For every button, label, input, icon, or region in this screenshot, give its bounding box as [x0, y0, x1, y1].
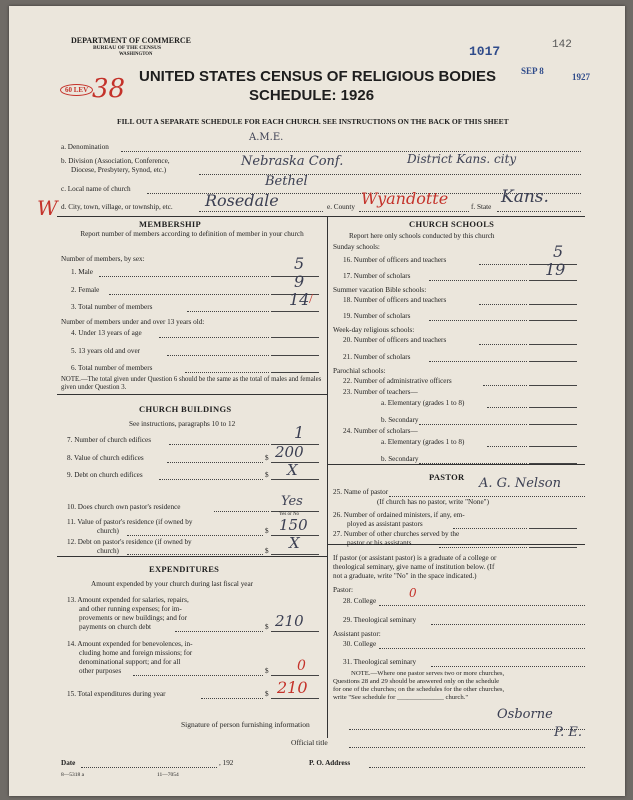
q25-value: A. G. Nelson [479, 476, 561, 491]
q11-label-1: 11. Value of pastor's residence (if owned by [67, 518, 193, 526]
check-mark-red: / [309, 292, 313, 307]
q15-label: 15. Total expenditures during year [67, 690, 166, 698]
q7-label: 7. Number of church edifices [67, 436, 152, 444]
q23-label: 23. Number of teachers— [343, 388, 418, 396]
q28-value: 0 [409, 586, 417, 600]
q13-line-1: 13. Amount expended for salaries, repairs, [67, 596, 189, 604]
q3-label: 3. Total number of members [71, 303, 153, 311]
stamp-date: SEP 8 [521, 66, 544, 76]
denomination-label: a. Denomination [61, 143, 109, 151]
q22-label: 22. Number of administrative officers [343, 377, 452, 385]
buildings-title: CHURCH BUILDINGS [139, 404, 232, 414]
q14-line-4: other purposes [79, 667, 122, 675]
grad-line-2: theological seminary, give name of institution below. (If [333, 563, 495, 571]
pastor-title: PASTOR [429, 472, 465, 482]
q30-label: 30. College [343, 640, 377, 648]
bureau-name: BUREAU OF THE CENSUS [93, 45, 162, 51]
q13-line-2: and other running expenses; for im- [79, 605, 182, 613]
official-title-label: Official title [291, 738, 328, 747]
q13-value: 210 [275, 612, 304, 630]
red-number: 38 [92, 74, 126, 104]
state-value: Kans. [501, 187, 549, 207]
q8-dollar: $ [265, 454, 269, 462]
pastor-note-1: NOTE.—Where one pastor serves two or more churches, [351, 670, 505, 677]
county-value: Wyandotte [361, 189, 449, 208]
q1-value: 5 [294, 254, 305, 273]
q2-value: 9 [294, 272, 305, 291]
q12-dollar: $ [265, 547, 269, 555]
denomination-value: A.M.E. [249, 132, 284, 143]
q10-value: Yes [281, 494, 303, 509]
instruction-line: FILL OUT A SEPARATE SCHEDULE FOR EACH CHURCH. SEE INSTRUCTIONS ON THE BACK OF THIS SHEET [117, 117, 509, 126]
q15-dollar: $ [265, 690, 269, 698]
q7-value: 1 [294, 423, 305, 442]
county-label: e. County [327, 203, 355, 211]
q16-value: 5 [553, 242, 564, 261]
q16-label: 16. Number of officers and teachers [343, 256, 447, 264]
city-value: Rosedale [205, 191, 279, 210]
asst-sub-label: Assistant pastor: [333, 630, 381, 638]
q15-value: 210 [277, 678, 308, 697]
q23a-label: a. Elementary (grades 1 to 8) [381, 399, 465, 407]
q9-dollar: $ [265, 471, 269, 479]
q29-label: 29. Theological seminary [343, 616, 417, 624]
q27-line-1: 27. Number of other churches served by the [333, 530, 460, 538]
q26-line-1: 26. Number of ordained ministers, if any, em- [333, 511, 465, 519]
q21-label: 21. Number of scholars [343, 353, 411, 361]
q9-value: X [287, 461, 298, 479]
q8-label: 8. Value of church edifices [67, 454, 144, 462]
city-label: d. City, town, village, or township, etc. [61, 203, 173, 211]
corner-number: 142 [552, 39, 572, 51]
q13-line-3: provements or new buildings; and for [79, 614, 187, 622]
q14-line-1: 14. Amount expended for benevolences, in- [67, 640, 193, 648]
signature-label: Signature of person furnishing information [181, 720, 310, 729]
form-number: 8—5318 a [61, 772, 85, 778]
date-label: Date [61, 759, 76, 767]
sunday-label: Sunday schools: [333, 243, 380, 251]
q14-line-2: cluding home and foreign missions; for [79, 649, 193, 657]
age-label: Number of members under and over 13 years old: [61, 318, 205, 326]
division-value: Nebraska Conf. [241, 154, 344, 169]
form-subtitle: SCHEDULE: 1926 [249, 87, 375, 104]
q11-label-2: church) [97, 527, 119, 535]
print-number: 11—7054 [157, 772, 179, 778]
q9-label: 9. Debt on church edifices [67, 471, 143, 479]
grad-line-3: not a graduate, write "No" in the space indicated.) [333, 572, 477, 580]
division-label-1: b. Division (Association, Conference, [61, 157, 170, 165]
signature-value: Osborne [497, 707, 553, 722]
sex-label: Number of members, by sex: [61, 255, 145, 263]
q31-label: 31. Theological seminary [343, 658, 417, 666]
expenditures-title: EXPENDITURES [149, 564, 220, 574]
q12-label-2: church) [97, 547, 119, 555]
local-name-label: c. Local name of church [61, 185, 131, 193]
q14-dollar: $ [265, 667, 269, 675]
division-label-2: Diocese, Presbytery, Synod, etc.) [71, 166, 167, 174]
schools-intro: Report here only schools conducted by this church [349, 232, 495, 240]
q17-value: 19 [545, 260, 566, 279]
q2-label: 2. Female [71, 286, 100, 294]
q11-dollar: $ [265, 527, 269, 535]
membership-title: MEMBERSHIP [139, 219, 202, 229]
dept-name: DEPARTMENT OF COMMERCE [71, 36, 192, 45]
membership-note: NOTE.—The total given under Question 6 should be the same as the total of males and females given under Question 3. [61, 376, 322, 391]
q4-label: 4. Under 13 years of age [71, 329, 142, 337]
pastor-note-2: Questions 28 and 29 should be answered only on the schedule [333, 678, 500, 685]
q19-label: 19. Number of scholars [343, 312, 411, 320]
parochial-label: Parochial schools: [333, 367, 386, 375]
q14-line-3: denominational support; and for all [79, 658, 181, 666]
stamp-year: 1927 [572, 72, 590, 82]
q24a-label: a. Elementary (grades 1 to 8) [381, 438, 465, 446]
q23b-label: b. Secondary [381, 416, 419, 424]
pastor-note-4: write "See schedule for ______________ church." [333, 694, 469, 701]
q12-label-1: 12. Debt on pastor's residence (if owned by [67, 538, 192, 546]
summer-label: Summer vacation Bible schools: [333, 286, 427, 294]
q25-label: 25. Name of pastor [333, 488, 389, 496]
stamp-number: 1017 [469, 44, 501, 59]
city-name: WASHINGTON [119, 52, 153, 57]
q17-label: 17. Number of scholars [343, 272, 411, 280]
local-name-value: Bethel [265, 174, 308, 189]
q10-label: 10. Does church own pastor's residence [67, 503, 181, 511]
pastor-note-3: for one of the churches; on the schedules for the other churches, [333, 686, 505, 693]
q20-label: 20. Number of officers and teachers [343, 336, 447, 344]
q25-note: (If church has no pastor, write "None") [377, 498, 489, 506]
red-oval-mark: 60 LEV [60, 84, 93, 96]
grad-line-1: If pastor (or assistant pastor) is a graduate of a college or [333, 554, 497, 562]
q11-value: 150 [279, 516, 308, 534]
buildings-intro: See instructions, paragraphs 10 to 12 [129, 420, 236, 428]
date-year: , 192 [219, 759, 234, 767]
q24-label: 24. Number of scholars— [343, 427, 418, 435]
census-schedule-page [9, 6, 625, 796]
weekday-label: Week-day religious schools: [333, 326, 415, 334]
q3-value: 14 [289, 290, 310, 309]
q5-label: 5. 13 years old and over [71, 347, 141, 355]
q12-value: X [289, 534, 300, 552]
district-value: District Kans. city [407, 152, 517, 166]
q8-value: 200 [275, 443, 304, 461]
q14-value: 0 [297, 658, 306, 674]
expenditures-intro: Amount expended by your church during last fiscal year [91, 580, 254, 588]
q13-line-4: payments on church debt [79, 623, 152, 631]
official-title-value: P. E. [554, 725, 582, 740]
q13-dollar: $ [265, 623, 269, 631]
schools-title: CHURCH SCHOOLS [409, 219, 495, 229]
pastor-sub-label: Pastor: [333, 586, 353, 594]
form-title: UNITED STATES CENSUS OF RELIGIOUS BODIES [139, 68, 496, 85]
yes-no-hint: Yes or No [279, 512, 300, 517]
q24b-label: b. Secondary [381, 455, 419, 463]
q18-label: 18. Number of officers and teachers [343, 296, 447, 304]
po-address-label: P. O. Address [309, 759, 351, 767]
state-label: f. State [471, 203, 492, 211]
q6-label: 6. Total number of members [71, 364, 153, 372]
membership-intro: Report number of members according to definition of member in your church [80, 230, 304, 238]
q26-line-2: ployed as assistant pastors [347, 520, 423, 528]
q28-label: 28. College [343, 597, 377, 605]
margin-w-mark: W [37, 196, 58, 220]
q27-line-2: pastor or his assistants [347, 539, 412, 547]
q1-label: 1. Male [71, 268, 93, 276]
